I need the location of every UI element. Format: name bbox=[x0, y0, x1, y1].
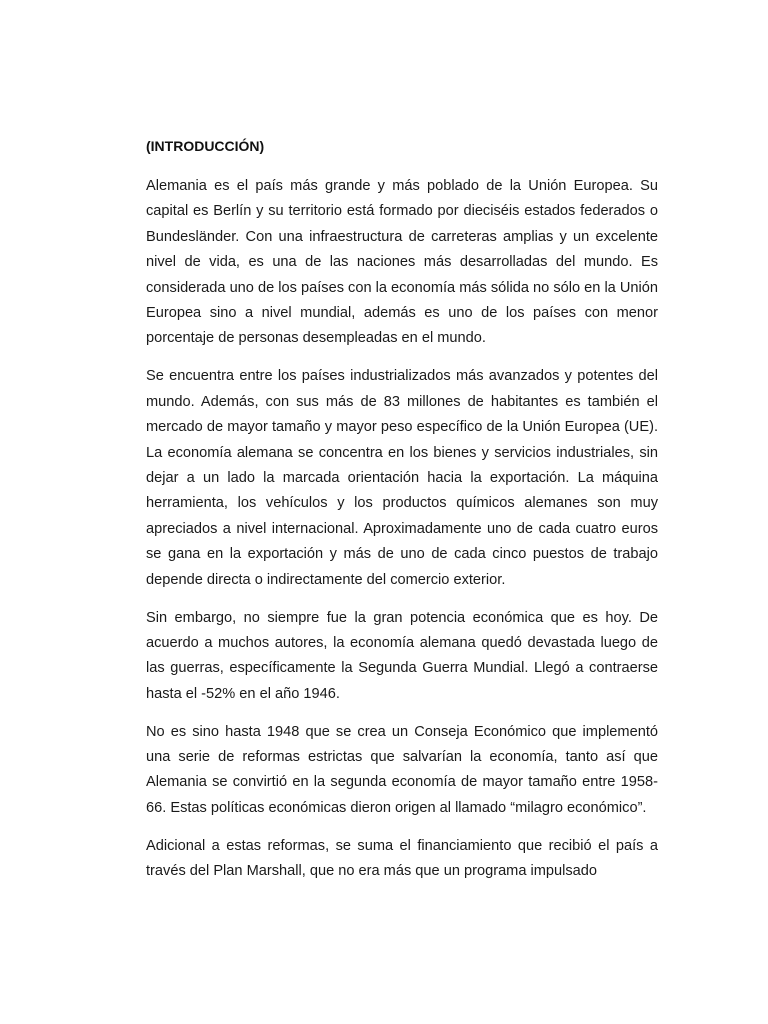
paragraph-1: Alemania es el país más grande y más poblado de la Unión Europea. Su capital es Berlín y su territorio está formado por dieciséis estados federados o Bundesländer. Con una infraestructura de carreteras amplias y un excelente nivel de vida, es una de las naciones más desarrolladas del mundo. Es considerada uno de los países con la economía más sólida no sólo en la Unión Europea sino a nivel mundial, además es uno de los países con menor porcentaje de personas desempleadas en el mundo. bbox=[146, 178, 658, 347]
paragraph-2: Se encuentra entre los países industrializados más avanzados y potentes del mundo. Además, con sus más de 83 millones de habitantes es también el mercado de mayor tamaño y mayor peso específico de la Unión Europea (UE). La economía alemana se concentra en los bienes y servicios industriales, sin dejar a un lado la marcada orientación hacia la exportación. La máquina herramienta, los vehículos y los productos químicos alemanes son muy apreciados a nivel internacional. Aproximadamente uno de cada cuatro euros se gana en la exportación y más de uno de cada cinco puestos de trabajo depende directa o indirectamente del comercio exterior. bbox=[146, 368, 658, 588]
paragraph-5: Adicional a estas reformas, se suma el financiamiento que recibió el país a través del Plan Marshall, que no era más que un programa impulsado bbox=[146, 837, 658, 880]
document-page bbox=[146, 136, 658, 885]
document-heading: (INTRODUCCIÓN) bbox=[146, 138, 265, 154]
paragraph-4: No es sino hasta 1948 que se crea un Conseja Económico que implementó una serie de reformas estrictas que salvarían la economía, tanto así que Alemania se convirtió en la segunda economía de mayor tamaño entre 1958-66. Estas políticas económicas dieron origen al llamado “milagro económico”. bbox=[146, 723, 658, 816]
paragraph-3: Sin embargo, no siempre fue la gran potencia económica que es hoy. De acuerdo a muchos autores, la economía alemana quedó devastada luego de las guerras, específicamente la Segunda Guerra Mundial. Llegó a contraerse hasta el -52% en el año 1946. bbox=[146, 609, 658, 702]
